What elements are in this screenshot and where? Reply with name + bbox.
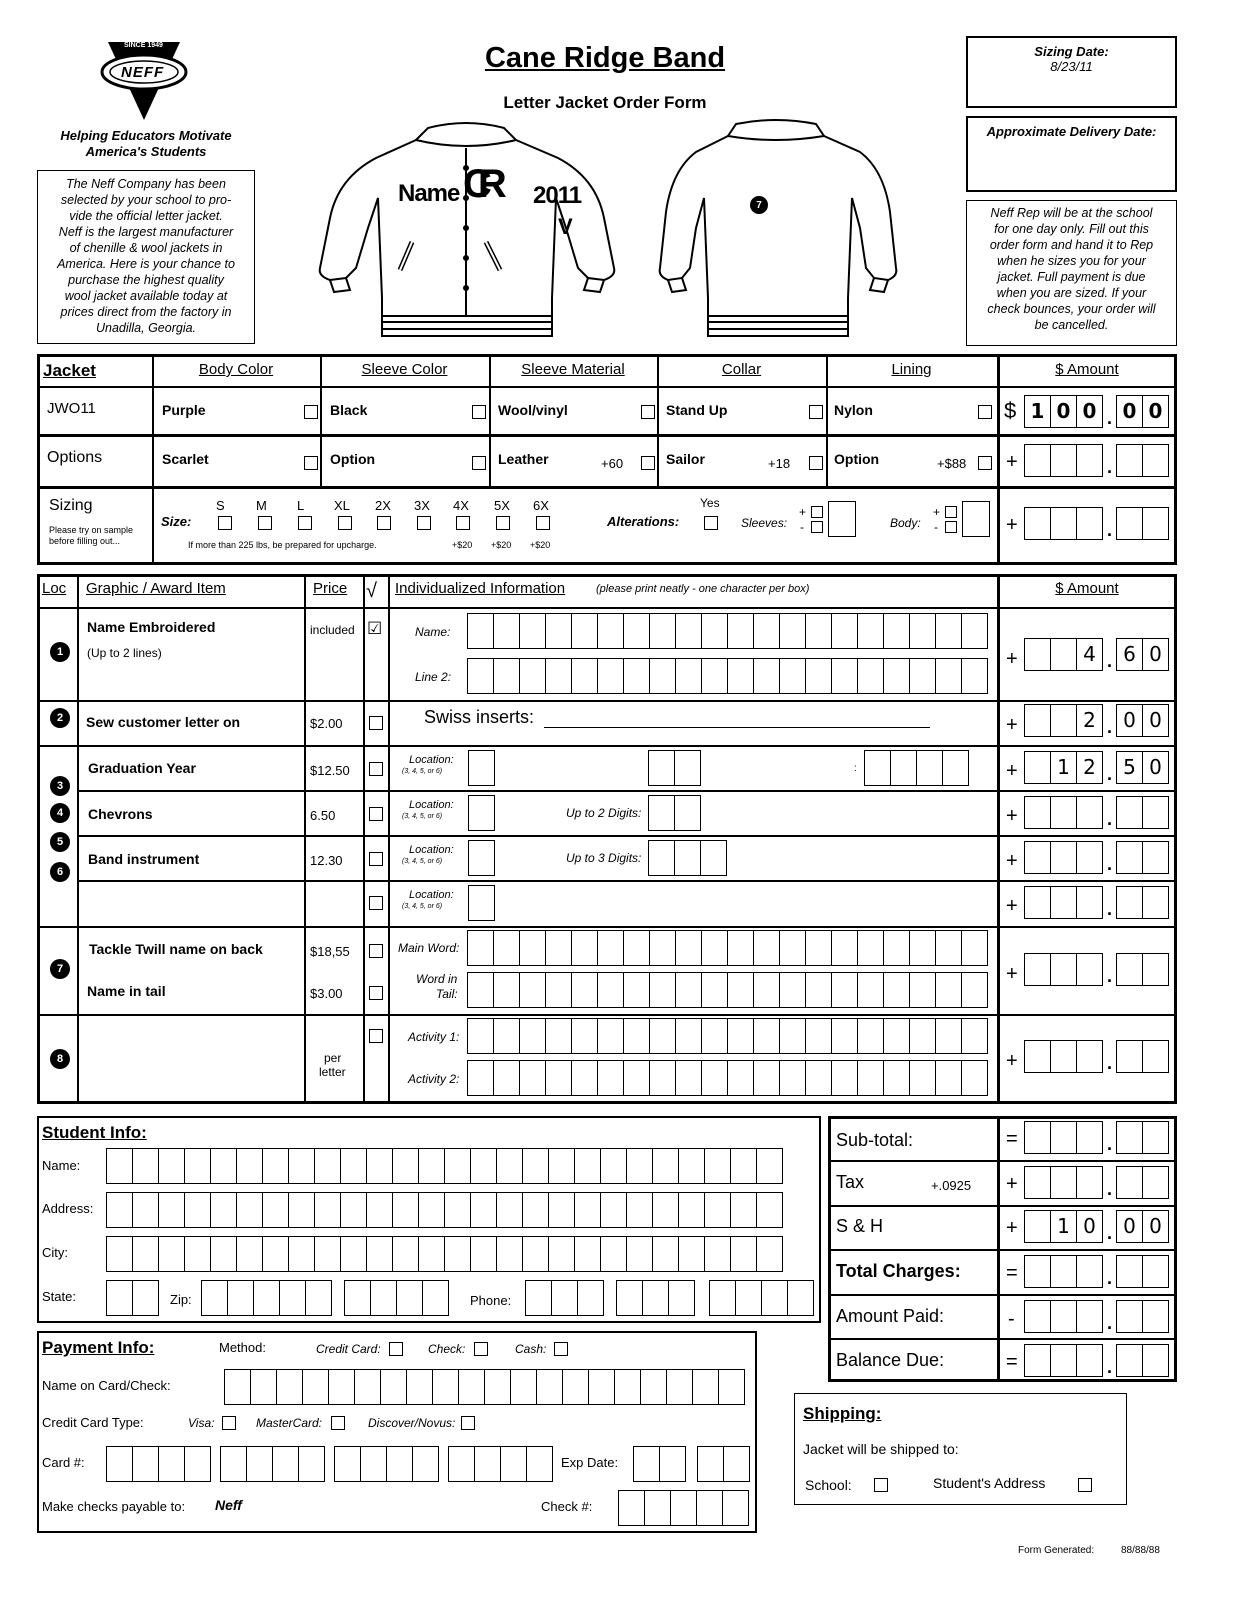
col-loc: Loc (42, 580, 67, 597)
size-m-checkbox[interactable] (258, 516, 272, 530)
tax-rate: +.0925 (931, 1178, 972, 1193)
body-option-value: Scarlet (162, 451, 209, 467)
dollar-sign: $ (1004, 398, 1017, 423)
col-sleeve-material: Sleeve Material (521, 361, 625, 378)
col-price: Price (313, 580, 348, 597)
body-alteration-input[interactable] (962, 501, 990, 537)
graduation-year-checkbox[interactable] (369, 762, 383, 776)
size-5x-checkbox[interactable] (496, 516, 510, 530)
ship-student-label: Student's Address (933, 1475, 1046, 1491)
location-label-6: Location: (409, 889, 454, 901)
activity-2-input[interactable] (467, 1060, 988, 1096)
loc-bullet-5: 5 (50, 832, 70, 852)
credit-card-label: Credit Card: (316, 1342, 381, 1356)
method-label: Method: (219, 1340, 266, 1355)
main-word-label: Main Word: (398, 941, 460, 955)
jacket-front-letters: CR (463, 162, 493, 206)
body-color-value: Purple (162, 402, 206, 418)
item-chevrons: Chevrons (88, 806, 153, 822)
sizing-label: Sizing (49, 497, 93, 514)
band-instrument-checkbox[interactable] (369, 852, 383, 866)
amount-row-5-dollars[interactable] (1024, 841, 1103, 874)
material-option-value: Leather (498, 451, 549, 467)
student-phone-label: Phone: (470, 1293, 512, 1308)
item-name-in-tail: Name in tail (87, 983, 166, 999)
size-label: Size: (161, 514, 192, 529)
price-chevrons: 6.50 (310, 808, 336, 823)
price-tackle-twill: $18,55 (310, 944, 350, 959)
rep-note-text: Neff Rep will be at the school for one day only. Fill out this order form and hand it to Rep when he sizes you for your jacket. Full payment is due when you are sized. If your check bounces, your order will be cancelled. (987, 206, 1156, 332)
student-phone-area[interactable] (525, 1280, 604, 1316)
swiss-inserts-line[interactable] (544, 727, 930, 728)
alterations-yes: Yes (700, 496, 720, 510)
band-location-input[interactable] (468, 840, 495, 876)
name-on-card-input[interactable] (224, 1369, 745, 1405)
word-in-tail-label-1: Word in (416, 972, 458, 986)
size-s-checkbox[interactable] (218, 516, 232, 530)
payee-name: Neff (215, 1497, 242, 1513)
exp-year-input[interactable] (697, 1446, 750, 1482)
student-zip-ext-input[interactable] (344, 1280, 449, 1316)
sizing-amount-dollars[interactable] (1024, 507, 1103, 540)
page-title: Cane Ridge Band (484, 42, 726, 74)
row-6-location-input[interactable] (468, 885, 495, 921)
logo-text: NEFF (121, 64, 165, 81)
name-on-card-label: Name on Card/Check: (42, 1378, 171, 1393)
upcharge-6x: +$20 (530, 540, 551, 550)
amount-row-2-dollars[interactable]: 2 (1024, 704, 1103, 737)
item-graduation-year: Graduation Year (88, 760, 196, 776)
sleeves-plus-checkbox[interactable] (811, 506, 823, 518)
size-6x-checkbox[interactable] (536, 516, 550, 530)
sh-label: S & H (836, 1216, 884, 1236)
discover-label: Discover/Novus: (368, 1416, 456, 1430)
amount-row-3-dollars[interactable]: 1 2 (1024, 751, 1103, 784)
sizing-amount-cents[interactable] (1116, 507, 1169, 540)
sh-dollars[interactable]: 1 0 (1024, 1210, 1103, 1243)
loc-bullet-8: 8 (50, 1049, 70, 1069)
ship-student-checkbox[interactable] (1078, 1478, 1092, 1492)
amount-paid-label: Amount Paid: (836, 1306, 945, 1326)
name-field-label: Name: (415, 625, 451, 639)
upcharge-5x: +$20 (491, 540, 512, 550)
amount-row-6-cents[interactable] (1116, 886, 1169, 919)
alterations-label: Alterations: (607, 514, 680, 529)
shipped-to-label: Jacket will be shipped to: (803, 1441, 959, 1457)
tax-dollars[interactable] (1024, 1166, 1103, 1199)
sleeves-alteration-input[interactable] (828, 501, 856, 537)
name-in-tail-checkbox[interactable] (369, 986, 383, 1000)
main-word-input[interactable] (467, 930, 988, 966)
graduation-year-digits-1[interactable] (648, 750, 701, 786)
size-3x-label: 3X (414, 498, 430, 513)
page-subtitle: Letter Jacket Order Form (503, 93, 707, 112)
col-jacket: Jacket (43, 361, 96, 380)
options-amount-dollars[interactable] (1024, 444, 1103, 477)
credit-card-checkbox[interactable] (389, 1342, 403, 1356)
discover-checkbox[interactable] (461, 1416, 475, 1430)
mastercard-checkbox[interactable] (331, 1416, 345, 1430)
lining-checkbox[interactable] (978, 405, 992, 419)
chevrons-digits-label: Up to 2 Digits: (566, 806, 642, 820)
student-name-label: Name: (42, 1158, 81, 1173)
size-4x-label: 4X (453, 498, 469, 513)
sleeve-color-checkbox[interactable] (472, 405, 486, 419)
col-item: Graphic / Award Item (86, 580, 226, 597)
delivery-date-label: Approximate Delivery Date: (986, 124, 1157, 139)
paid-cents[interactable] (1116, 1300, 1169, 1333)
body-plus-checkbox[interactable] (945, 506, 957, 518)
check-number-label: Check #: (541, 1499, 593, 1514)
options-label: Options (47, 449, 103, 466)
band-digits-label: Up to 3 Digits: (566, 851, 642, 865)
options-plus: + (1006, 451, 1018, 473)
subtotal-label: Sub-total: (836, 1130, 914, 1150)
student-city-input[interactable] (106, 1236, 783, 1272)
upcharge-4x: +$20 (452, 540, 473, 550)
shipping-title: Shipping: (803, 1404, 882, 1423)
price-graduation-year: $12.50 (310, 763, 350, 778)
checked-name-embroidered[interactable]: ☑ (367, 619, 383, 638)
sizing-note-2: before filling out... (49, 536, 121, 546)
amount-row-7-cents[interactable] (1116, 953, 1169, 986)
student-state-input[interactable] (106, 1280, 159, 1316)
ship-school-label: School: (805, 1477, 852, 1493)
loc-bullet-7: 7 (50, 959, 70, 979)
location-label-4: Location: (409, 799, 454, 811)
jacket-front-v: V (558, 214, 573, 239)
band-digits-input[interactable] (648, 840, 727, 876)
amount-row-3-cents[interactable]: 5 0 (1116, 751, 1169, 784)
card-number-label: Card #: (42, 1455, 85, 1470)
lining-option-checkbox[interactable] (978, 456, 992, 470)
student-zip-input[interactable] (201, 1280, 332, 1316)
amount-row-4-dollars[interactable] (1024, 796, 1103, 829)
size-l-label: L (297, 498, 305, 513)
tax-cents[interactable] (1116, 1166, 1169, 1199)
amount-row-8-dollars[interactable] (1024, 1040, 1103, 1073)
col-collar: Collar (721, 361, 762, 378)
sleeves-label: Sleeves: (741, 516, 788, 530)
swiss-inserts-label: Swiss inserts: (424, 707, 535, 727)
amount-row-6-dollars[interactable] (1024, 886, 1103, 919)
ship-school-checkbox[interactable] (874, 1478, 888, 1492)
chevrons-location-input[interactable] (468, 795, 495, 831)
size-l-checkbox[interactable] (298, 516, 312, 530)
col-amount-2: $ Amount (1055, 580, 1119, 597)
amount-row-2-cents[interactable]: 0 0 (1116, 704, 1169, 737)
jacket-amount-dollars[interactable]: 1 0 0 (1024, 395, 1103, 428)
tagline-2: America's Students (85, 144, 207, 159)
location-sub-6: (3, 4, 5, or 6) (402, 903, 443, 910)
price-letter: letter (319, 1065, 346, 1079)
location-sub-4: (3, 4, 5, or 6) (402, 813, 443, 820)
col-info-note: (please print neatly - one character per box) (596, 583, 810, 595)
cash-label: Cash: (515, 1342, 547, 1356)
body-option-checkbox[interactable] (304, 456, 318, 470)
size-xl-checkbox[interactable] (338, 516, 352, 530)
student-address-input[interactable] (106, 1192, 783, 1228)
tax-label: Tax (836, 1172, 865, 1192)
size-3x-checkbox[interactable] (417, 516, 431, 530)
body-minus-checkbox[interactable] (945, 521, 957, 533)
sleeve-option-value: Option (330, 451, 376, 467)
collar-value: Stand Up (666, 402, 728, 418)
jacket-front-year: 2011 (533, 182, 582, 209)
jacket-amount-cents[interactable]: 0 0 (1116, 395, 1169, 428)
card-number-group-4[interactable] (448, 1446, 553, 1482)
check-checkbox[interactable] (474, 1342, 488, 1356)
student-phone-line[interactable] (709, 1280, 814, 1316)
balance-cents[interactable] (1116, 1344, 1169, 1377)
collar-option-value: Sailor (666, 451, 705, 467)
cash-checkbox[interactable] (554, 1342, 568, 1356)
activity-checkbox[interactable] (369, 1029, 383, 1043)
graduation-location-input[interactable] (468, 750, 495, 786)
student-zip-label: Zip: (170, 1292, 192, 1307)
sleeve-material-value: Wool/vinyl (498, 402, 568, 418)
size-m-label: M (256, 498, 267, 513)
location-label-3: Location: (409, 754, 454, 766)
tackle-twill-checkbox[interactable] (369, 944, 383, 958)
amount-row-1-dollars[interactable]: 4 (1024, 638, 1103, 671)
check-number-input[interactable] (618, 1490, 749, 1526)
total-cents[interactable] (1116, 1255, 1169, 1288)
sleeve-color-value: Black (330, 402, 368, 418)
jacket-back-number: 7 (750, 196, 768, 214)
intro-text: The Neff Company has been selected by your school to pro- vide the official letter jacket. Neff is the largest manufacturer of chenille & wool jackets in America. Here is your chance to purchase the highest quality wool jacket available today at prices direct from the factory in Unadilla, Georgia. (57, 177, 235, 335)
loc-bullet-4: 4 (50, 803, 70, 823)
price-name-embroidered: included (310, 623, 355, 637)
upcharge-note: If more than 225 lbs, be prepared for upcharge. (188, 540, 377, 550)
mastercard-label: MasterCard: (256, 1416, 323, 1430)
amount-row-1-cents[interactable]: 6 0 (1116, 638, 1169, 671)
name-line-1-input[interactable] (467, 613, 988, 649)
price-sew-letter: $2.00 (310, 716, 343, 731)
size-2x-label: 2X (375, 498, 391, 513)
material-option-price: +60 (601, 456, 624, 471)
student-name-input[interactable] (106, 1148, 783, 1184)
chevrons-checkbox[interactable] (369, 807, 383, 821)
visa-label: Visa: (188, 1416, 215, 1430)
body-label: Body: (890, 516, 921, 530)
body-color-checkbox[interactable] (304, 405, 318, 419)
item-band-instrument: Band instrument (88, 851, 200, 867)
location-sub-3: (3, 4, 5, or 6) (402, 768, 443, 775)
subtotal-cents[interactable] (1116, 1121, 1169, 1154)
student-info-title: Student Info: (42, 1123, 147, 1142)
form-generated-date: 88/88/88 (1121, 1545, 1160, 1556)
total-charges-label: Total Charges: (836, 1261, 961, 1281)
material-option-checkbox[interactable] (641, 456, 655, 470)
sleeves-minus-checkbox[interactable] (811, 521, 823, 533)
sizing-date-label: Sizing Date: (1034, 44, 1109, 59)
item-sew-letter: Sew customer letter on (86, 714, 241, 730)
sizing-date-value: 8/23/11 (1050, 59, 1093, 74)
line2-field-label: Line 2: (415, 670, 452, 684)
price-per: per (324, 1051, 342, 1065)
options-amount-cents[interactable] (1116, 444, 1169, 477)
collar-checkbox[interactable] (809, 405, 823, 419)
size-2x-checkbox[interactable] (377, 516, 391, 530)
payment-info-title: Payment Info: (42, 1338, 155, 1357)
loc-bullet-2: 2 (50, 708, 70, 728)
total-dollars[interactable] (1024, 1255, 1103, 1288)
paid-dollars[interactable] (1024, 1300, 1103, 1333)
alterations-yes-checkbox[interactable] (704, 516, 718, 530)
sleeve-option-checkbox[interactable] (472, 456, 486, 470)
size-s-label: S (216, 498, 225, 513)
balance-dollars[interactable] (1024, 1344, 1103, 1377)
item-tackle-twill: Tackle Twill name on back (89, 941, 263, 957)
check-label: Check: (428, 1342, 466, 1356)
jacket-back-drawing (656, 118, 900, 348)
price-name-in-tail: $3.00 (310, 986, 343, 1001)
activity-1-label: Activity 1: (408, 1030, 460, 1044)
subtotal-dollars[interactable] (1024, 1121, 1103, 1154)
student-city-label: City: (42, 1245, 68, 1260)
price-band-instrument: 12.30 (310, 853, 343, 868)
tagline-1: Helping Educators Motivate (60, 128, 232, 143)
payable-label: Make checks payable to: (42, 1499, 186, 1514)
visa-checkbox[interactable] (222, 1416, 236, 1430)
col-info: Individualized Information (395, 580, 566, 597)
graduation-year-digits-2[interactable] (864, 750, 969, 786)
loc-bullet-1: 1 (50, 642, 70, 662)
size-6x-label: 6X (533, 498, 549, 513)
amount-row-8-cents[interactable] (1116, 1040, 1169, 1073)
collar-option-checkbox[interactable] (809, 456, 823, 470)
size-4x-checkbox[interactable] (456, 516, 470, 530)
chevrons-digits-input[interactable] (648, 795, 701, 831)
location-sub-5: (3, 4, 5, or 6) (402, 858, 443, 865)
collar-option-price: +18 (768, 456, 791, 471)
card-type-label: Credit Card Type: (42, 1415, 144, 1430)
amount-row-7-dollars[interactable] (1024, 953, 1103, 986)
jacket-model: JWO11 (47, 400, 96, 417)
word-in-tail-input[interactable] (467, 972, 988, 1008)
word-in-tail-label-2: Tail: (436, 987, 458, 1001)
col-check: √ (366, 580, 377, 602)
sew-letter-checkbox[interactable] (369, 716, 383, 730)
student-state-label: State: (42, 1289, 76, 1304)
exp-month-input[interactable] (633, 1446, 686, 1482)
card-number-group-2[interactable] (220, 1446, 325, 1482)
logo-since: SINCE 1949 (124, 42, 163, 49)
col-lining: Lining (891, 361, 932, 378)
size-5x-label: 5X (494, 498, 510, 513)
item-name-embroidered: Name Embroidered (87, 619, 216, 635)
activity-1-input[interactable] (467, 1018, 988, 1054)
sizing-note-1: Please try on sample (49, 525, 134, 535)
student-phone-prefix[interactable] (616, 1280, 695, 1316)
lining-value: Nylon (834, 402, 873, 418)
loc-bullet-3: 3 (50, 776, 70, 796)
form-generated-label: Form Generated: (1018, 1545, 1095, 1556)
activity-2-label: Activity 2: (408, 1072, 460, 1086)
col-body-color: Body Color (198, 361, 274, 378)
amount-row-5-cents[interactable] (1116, 841, 1169, 874)
loc-bullet-6: 6 (50, 862, 70, 882)
student-address-label: Address: (42, 1201, 94, 1216)
card-number-group-3[interactable] (334, 1446, 439, 1482)
item-name-embroidered-sub: (Up to 2 lines) (87, 646, 162, 660)
card-number-group-1[interactable] (106, 1446, 211, 1482)
lining-option-price: +$88 (937, 456, 967, 471)
sleeve-material-checkbox[interactable] (641, 405, 655, 419)
exp-date-label: Exp Date: (561, 1455, 619, 1470)
balance-due-label: Balance Due: (836, 1350, 945, 1370)
location-label-5: Location: (409, 844, 454, 856)
row-6-checkbox[interactable] (369, 896, 383, 910)
jacket-front-name: Name (398, 180, 460, 207)
col-amount: $ Amount (1055, 361, 1119, 378)
name-line-2-input[interactable] (467, 658, 988, 694)
size-xl-label: XL (334, 498, 350, 513)
col-sleeve-color: Sleeve Color (361, 361, 448, 378)
lining-option-value: Option (834, 451, 880, 467)
amount-row-4-cents[interactable] (1116, 796, 1169, 829)
sh-cents[interactable]: 0 0 (1116, 1210, 1169, 1243)
